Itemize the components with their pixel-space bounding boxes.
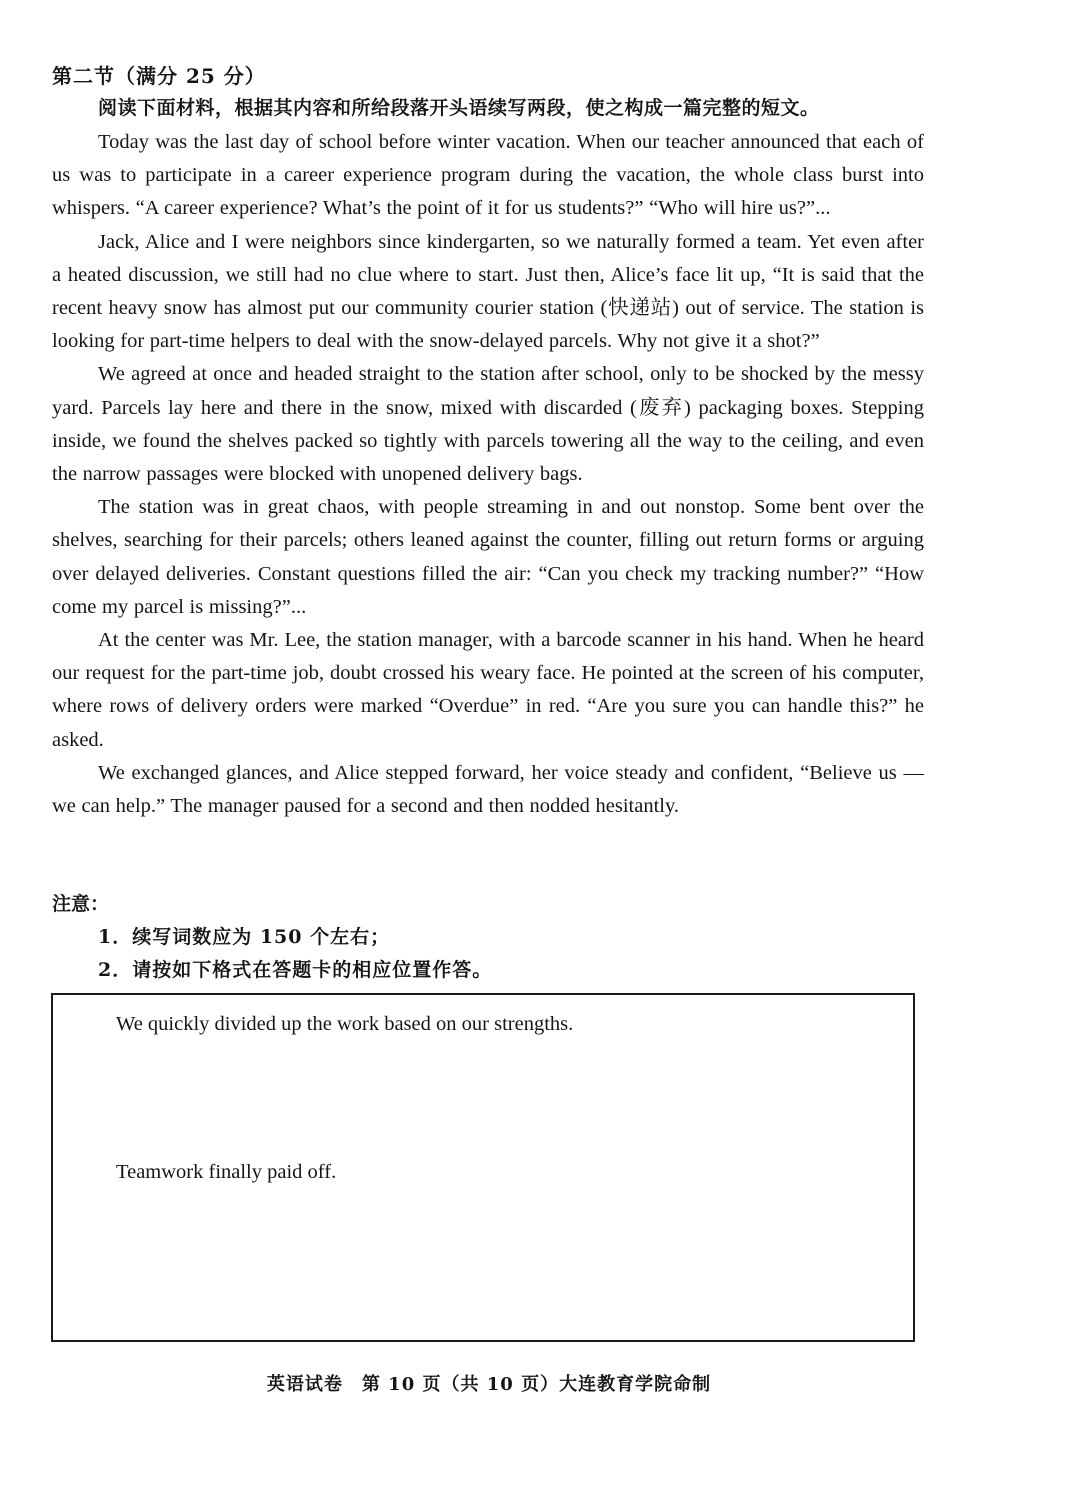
passage-paragraph-4: The station was in great chaos, with people streaming in and out nonstop. Some bent over the shelves, searching for their parcels; others leaned against the counter, filling out return forms or arguing over delayed deliveries. Constant questions filled the air: “Can you check my tracking number?” “How come my parcel is missing?”... [52, 496, 924, 618]
paragraph-starter-2: Teamwork finally paid off. [116, 1161, 337, 1183]
reading-passage [52, 126, 924, 823]
passage-paragraph-5: At the center was Mr. Lee, the station manager, with a barcode scanner in his hand. When he heard our request for the part-time job, doubt crossed his weary face. He pointed at the screen of his computer, where rows of delivery orders were marked “Overdue” in red. “Are you sure you can handle this?” he asked. [52, 629, 924, 751]
writing-instruction: 阅读下面材料，根据其内容和所给段落开头语续写两段，使之构成一篇完整的短文。 [98, 97, 820, 119]
page-footer: 英语试卷 第 10 页（共 10 页）大连教育学院命制 [266, 1374, 712, 1395]
answer-box [51, 993, 915, 1342]
passage-paragraph-3: We agreed at once and headed straight to the station after school, only to be shocked by the messy yard. Parcels lay here and there in the snow, mixed with discarded (废弃) packaging boxes. Stepping inside, we found the shelves packed so tightly with parcels towering all the way to the ceiling, and even the narrow passages were blocked with unopened delivery bags. [52, 363, 924, 486]
passage-paragraph-1: Today was the last day of school before winter vacation. When our teacher announced that each of us was to participate in a career experience program during the vacation, the whole class burst into whispers. “A career experience? What’s the point of it for us students?” “Who will hire us?”... [52, 131, 924, 220]
note-item-answer-format: 2．请按如下格式在答题卡的相应位置作答。 [98, 959, 493, 981]
passage-paragraph-6: We exchanged glances, and Alice stepped forward, her voice steady and confident, “Believe us — we can help.” The manager paused for a second and then nodded hesitantly. [52, 761, 924, 818]
notes-label: 注意： [52, 893, 110, 915]
section-title: 第二节（满分 25 分） [52, 64, 266, 88]
paragraph-starter-1: We quickly divided up the work based on our strengths. [116, 1013, 574, 1035]
note-item-word-count: 1．续写词数应为 150 个左右； [98, 926, 391, 948]
passage-paragraph-2: Jack, Alice and I were neighbors since kindergarten, so we naturally formed a team. Yet even after a heated discussion, we still had no clue where to start. Just then, Alice’s face lit up, “It is said that the recent heavy snow has almost put our community courier station (快递站) out of service. The station is looking for part-time helpers to deal with the snow-delayed parcels. Why not give it a shot?” [52, 230, 924, 353]
